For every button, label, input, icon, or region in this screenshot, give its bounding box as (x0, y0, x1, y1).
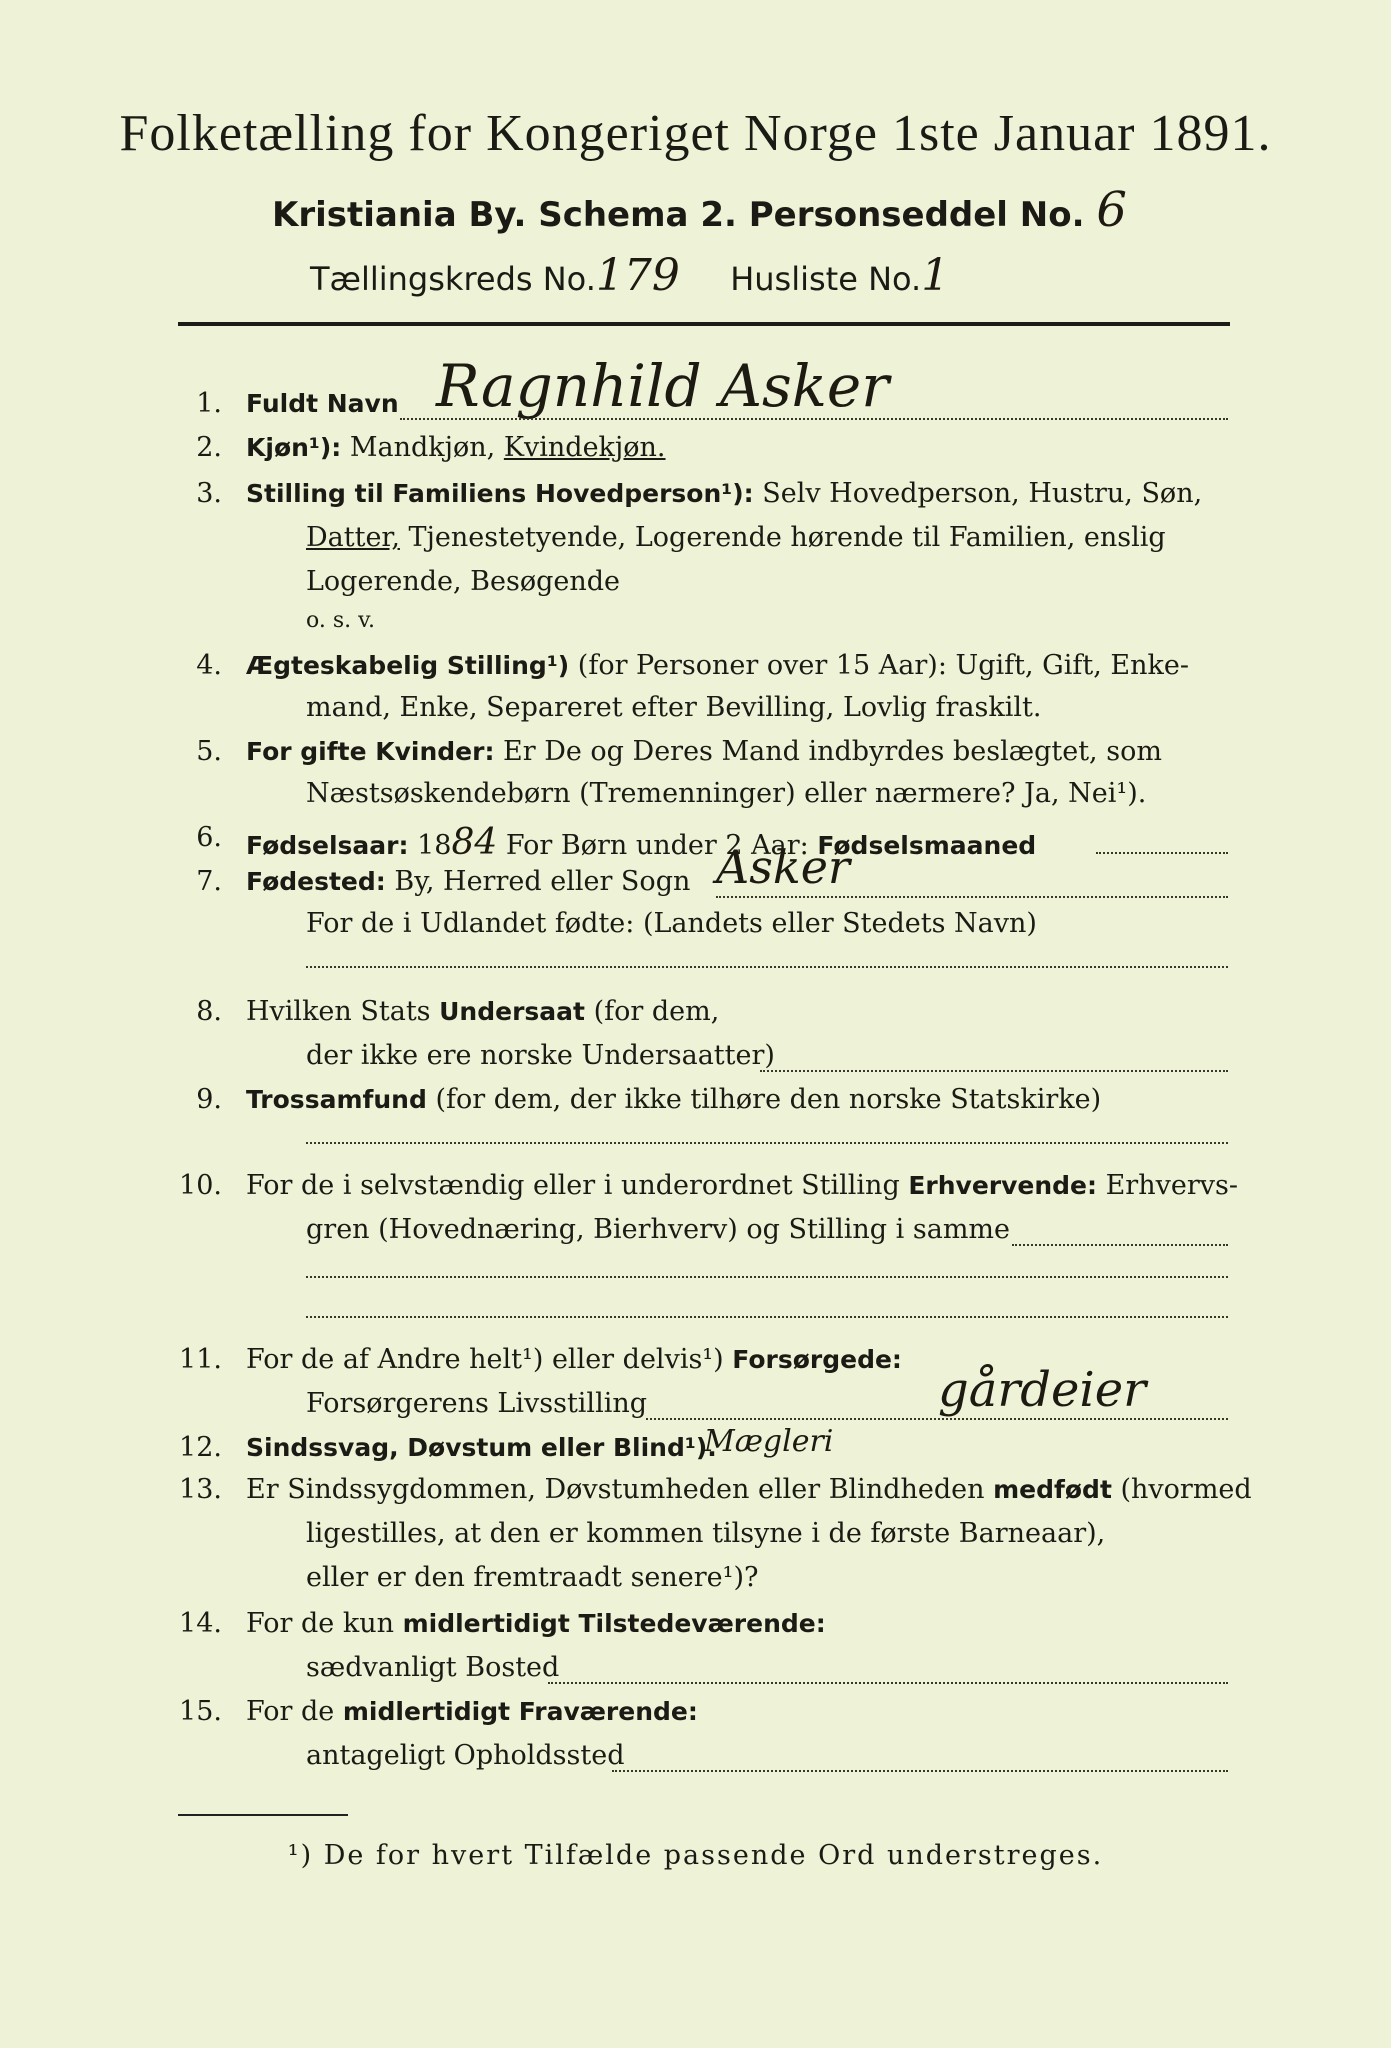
item-number: 2. (196, 432, 222, 463)
item-number: 12. (179, 1432, 222, 1463)
dotted-line (1012, 1244, 1228, 1246)
item-5-married-women: For gifte Kvinder: Er De og Deres Mand indbyrdes beslægtet, som (246, 736, 1162, 767)
footnote: ¹) De for hvert Tilfælde passende Ord understreges. (287, 1840, 1104, 1871)
item-10-occupation: For de i selvstændig eller i underordnet Stilling Erhvervende: Erhvervs- (246, 1170, 1238, 1201)
footnote-rule (178, 1814, 348, 1816)
item-number: 1. (196, 388, 222, 419)
item-number: 4. (196, 650, 222, 681)
item-8-citizenship: Hvilken Stats Undersaat (for dem, (246, 996, 720, 1027)
item-5-line2: Næstsøskendebørn (Tremenninger) eller nærmere? Ja, Nei¹). (306, 778, 1147, 809)
dotted-line (400, 418, 1228, 420)
dotted-line (716, 896, 1228, 898)
kreds-label: Tællingskreds No. (310, 260, 596, 298)
answer-birthplace: Asker (716, 840, 850, 894)
item-13-congenital: Er Sindssygdommen, Døvstumheden eller Blindheden medfødt (hvormed (246, 1474, 1252, 1505)
item-10-line2: gren (Hovednæring, Bierhverv) og Stilling i samme (306, 1214, 1011, 1245)
item-number: 6. (196, 822, 222, 853)
dotted-line (306, 966, 1228, 968)
item-3-position: Stilling til Familiens Hovedperson¹): Selv Hovedperson, Hustru, Søn, (246, 478, 1203, 509)
header-rule (178, 322, 1230, 326)
dotted-line (1096, 852, 1228, 854)
item-7-line2: For de i Udlandet fødte: (Landets eller Stedets Navn) (306, 908, 1037, 939)
dotted-line (306, 1142, 1228, 1144)
kreds-line (310, 250, 949, 301)
form-subtitle (272, 182, 1127, 238)
dotted-line (760, 1070, 1228, 1072)
answer-birth-year: 84 (451, 822, 498, 863)
item-11-line2: Forsørgerens Livsstilling (306, 1388, 648, 1419)
item-number: 3. (196, 478, 222, 509)
item-4-marital: Ægteskabelig Stilling¹) (for Personer over 15 Aar): Ugift, Gift, Enke- (246, 650, 1189, 681)
answer-full-name: Ragnhild Asker (436, 352, 889, 420)
item-number: 7. (196, 866, 222, 897)
dotted-line (646, 1418, 1228, 1420)
item-number: 8. (196, 996, 222, 1027)
dotted-line (306, 1316, 1228, 1318)
item-number: 11. (179, 1344, 222, 1375)
item-15-line2: antageligt Opholdssted (306, 1740, 625, 1771)
dotted-line (306, 1276, 1228, 1278)
item-14-temporary-present: For de kun midlertidigt Tilstedeværende: (246, 1608, 826, 1639)
item-3-line2: Datter, Tjenestetyende, Logerende hørende til Familien, enslig (306, 522, 1166, 553)
item-11-supported: For de af Andre helt¹) eller delvis¹) Forsørgede: (246, 1344, 902, 1375)
item-8-line2: der ikke ere norske Undersaatter) (306, 1040, 775, 1071)
item-9-religion: Trossamfund (for dem, der ikke tilhøre den norske Statskirke) (246, 1084, 1102, 1115)
personseddel-no: 6 (1096, 182, 1127, 238)
item-15-temporary-absent: For de midlertidigt Fraværende: (246, 1696, 698, 1727)
item-3-line3: Logerende, Besøgende (306, 566, 620, 597)
item-number: 14. (179, 1608, 222, 1639)
form-title: Folketælling for Kongeriget Norge 1ste Januar 1891. (119, 105, 1272, 162)
item-13-line3: eller er den fremtraadt senere¹)? (306, 1562, 759, 1593)
kreds-no: 179 (595, 250, 680, 301)
item-number: 10. (179, 1170, 222, 1201)
dotted-line (548, 1682, 1228, 1684)
item-number: 13. (179, 1474, 222, 1505)
answer-disability-note: Mægleri (704, 1424, 834, 1459)
underlined-choice: Kvindekjøn. (503, 432, 666, 463)
underlined-choice: Datter, (306, 522, 400, 553)
item-1-label: Fuldt Navn (246, 389, 399, 418)
item-2-gender: Kjøn¹): Mandkjøn, Kvindekjøn. (246, 432, 666, 463)
item-number: 15. (179, 1696, 222, 1727)
answer-provider-occupation: gårdeier (938, 1362, 1147, 1418)
item-7-birthplace: Fødested: By, Herred eller Sogn (246, 866, 691, 897)
item-12-disability: Sindssvag, Døvstum eller Blind¹). (246, 1433, 717, 1462)
item-6-birth-year: Fødselsaar: 1884 For Børn under 2 Aar: Fødselsmaaned (246, 822, 1037, 863)
item-13-line2: ligestilles, at den er kommen tilsyne i de første Barneaar), (306, 1518, 1106, 1549)
item-14-line2: sædvanligt Bosted (306, 1652, 560, 1683)
item-4-line2: mand, Enke, Separeret efter Bevilling, Lovlig fraskilt. (306, 692, 1042, 723)
husliste-label: Husliste No. (730, 260, 922, 298)
subtitle-text: Kristiania By. Schema 2. Personseddel No. (272, 195, 1085, 235)
husliste-no: 1 (921, 250, 950, 301)
item-number: 5. (196, 736, 222, 767)
dotted-line (612, 1770, 1228, 1772)
item-number: 9. (196, 1084, 222, 1115)
item-3-line4: o. s. v. (306, 608, 375, 633)
